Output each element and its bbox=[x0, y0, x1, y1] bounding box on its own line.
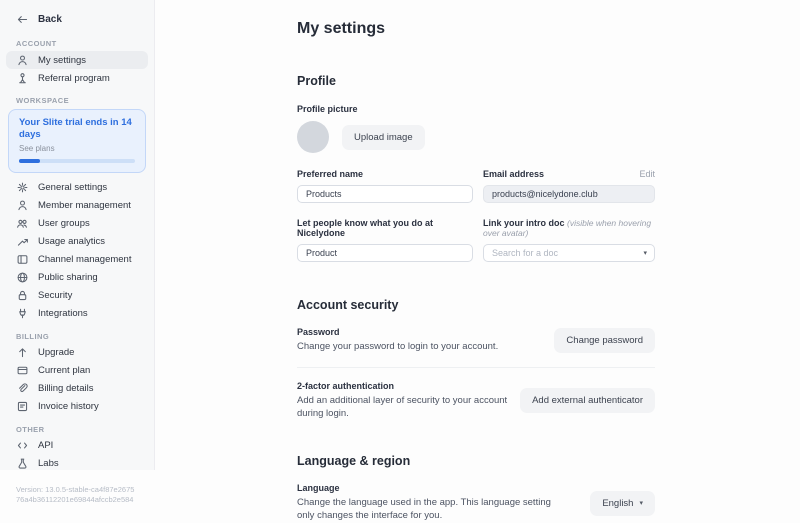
sidebar-item-label: Referral program bbox=[38, 72, 110, 84]
intro-doc-select[interactable] bbox=[483, 243, 655, 262]
chevron-down-icon: ▾ bbox=[643, 249, 647, 257]
paperclip-icon bbox=[16, 382, 29, 395]
sidebar-item-user-groups[interactable] bbox=[6, 215, 148, 233]
two-factor-description: Add an additional layer of security to your account during login. bbox=[297, 394, 508, 419]
chevron-down-icon: ▾ bbox=[639, 500, 643, 508]
intro-doc-field-group bbox=[483, 218, 655, 262]
sidebar-item-integrations[interactable] bbox=[6, 305, 148, 323]
email-edit-link[interactable]: Edit bbox=[639, 169, 655, 179]
sidebar-item-label: Current plan bbox=[38, 365, 91, 377]
account-security-heading: Account security bbox=[297, 298, 399, 312]
change-password-button[interactable]: Change password bbox=[554, 328, 655, 353]
preferred-name-field-group bbox=[297, 169, 473, 203]
panel-icon bbox=[16, 253, 29, 266]
profile-picture-label: Profile picture bbox=[297, 104, 358, 114]
sidebar-item-usage-analytics[interactable] bbox=[6, 233, 148, 251]
sidebar-item-label: Member management bbox=[38, 200, 131, 212]
email-input bbox=[483, 185, 655, 203]
sidebar-item-label: Public sharing bbox=[38, 272, 98, 284]
sidebar-item-invoice-history[interactable] bbox=[6, 398, 148, 416]
sidebar-item-label: User groups bbox=[38, 218, 90, 230]
trial-banner[interactable] bbox=[8, 109, 146, 173]
sidebar-item-label: Security bbox=[38, 290, 73, 302]
two-factor-title: 2-factor authentication bbox=[297, 380, 395, 391]
sidebar-item-billing-details[interactable] bbox=[6, 380, 148, 398]
sidebar-item-channel-management[interactable] bbox=[6, 251, 148, 269]
language-row bbox=[297, 483, 655, 523]
two-factor-row bbox=[297, 381, 655, 421]
sidebar-item-my-settings[interactable] bbox=[6, 51, 148, 69]
sidebar-item-label: Labs bbox=[38, 458, 59, 470]
globe-icon bbox=[16, 271, 29, 284]
sidebar-item-security[interactable] bbox=[6, 287, 148, 305]
language-select[interactable] bbox=[590, 491, 655, 516]
referral-icon bbox=[16, 72, 29, 85]
add-authenticator-button[interactable]: Add external authenticator bbox=[520, 388, 655, 413]
credit-card-icon bbox=[16, 364, 29, 377]
trending-up-icon bbox=[16, 235, 29, 248]
trial-see-plans-link[interactable]: See plans bbox=[19, 143, 55, 153]
intro-doc-search-input[interactable] bbox=[483, 244, 655, 262]
language-selected-value: English bbox=[602, 497, 634, 509]
intro-doc-label: Link your intro doc (visible when hovering over avatar) bbox=[483, 218, 652, 238]
password-description: Change your password to login to your account. bbox=[297, 341, 499, 352]
email-field-group bbox=[483, 169, 655, 203]
sidebar-item-api[interactable] bbox=[6, 437, 148, 455]
sidebar-item-referral-program[interactable] bbox=[6, 69, 148, 87]
avatar-row bbox=[297, 121, 655, 153]
sidebar-item-labs[interactable] bbox=[6, 455, 148, 473]
arrow-up-icon bbox=[16, 346, 29, 359]
plug-icon bbox=[16, 307, 29, 320]
section-title-workspace: WORKSPACE bbox=[16, 96, 70, 105]
sidebar-item-general-settings[interactable] bbox=[6, 179, 148, 197]
profile-fields bbox=[297, 169, 655, 262]
flask-icon bbox=[16, 457, 29, 470]
code-icon bbox=[16, 439, 29, 452]
back-arrow-icon bbox=[16, 13, 29, 26]
sidebar bbox=[0, 0, 155, 505]
preferred-name-label: Preferred name bbox=[297, 169, 364, 179]
trial-title: Your Slite trial ends in 14 days bbox=[19, 117, 132, 140]
trial-progress-fill bbox=[19, 159, 40, 163]
member-icon bbox=[16, 199, 29, 212]
sidebar-item-current-plan[interactable] bbox=[6, 362, 148, 380]
language-description: Change the language used in the app. This language setting only changes the interface for you. bbox=[297, 497, 551, 522]
sidebar-item-public-sharing[interactable] bbox=[6, 269, 148, 287]
preferred-name-input[interactable] bbox=[297, 185, 473, 203]
password-row bbox=[297, 327, 655, 354]
trial-progress-track bbox=[19, 159, 135, 163]
sidebar-item-label: My settings bbox=[38, 54, 87, 66]
password-title: Password bbox=[297, 327, 340, 337]
sidebar-item-label: Upgrade bbox=[38, 347, 75, 359]
version-text: Version: 13.0.5-stable-ca4f87e267576a4b36112201e69844afccb2e584 bbox=[16, 484, 135, 505]
intro-doc-hint: (visible when hovering over avatar) bbox=[483, 218, 652, 238]
sidebar-item-label: General settings bbox=[38, 182, 108, 194]
user-group-icon bbox=[16, 217, 29, 230]
back-button[interactable] bbox=[0, 0, 154, 30]
user-icon bbox=[16, 54, 29, 67]
upload-image-button[interactable]: Upload image bbox=[342, 125, 425, 150]
role-input[interactable] bbox=[297, 244, 473, 262]
page-title: My settings bbox=[297, 20, 386, 37]
receipt-icon bbox=[16, 400, 29, 413]
email-label: Email address bbox=[483, 169, 545, 179]
section-title-account: ACCOUNT bbox=[16, 39, 57, 48]
role-field-group bbox=[297, 218, 473, 262]
sidebar-item-label: API bbox=[38, 440, 54, 452]
settings-page bbox=[156, 0, 800, 522]
gear-icon bbox=[16, 181, 29, 194]
back-label: Back bbox=[38, 14, 62, 25]
sidebar-item-label: Usage analytics bbox=[38, 236, 106, 248]
lock-icon bbox=[16, 289, 29, 302]
profile-heading: Profile bbox=[297, 74, 336, 88]
avatar bbox=[297, 121, 329, 153]
role-label: Let people know what you do at Nicelydone bbox=[297, 218, 434, 238]
sidebar-item-member-management[interactable] bbox=[6, 197, 148, 215]
sidebar-item-label: Integrations bbox=[38, 308, 88, 320]
section-title-billing: BILLING bbox=[16, 331, 50, 341]
sidebar-item-label: Channel management bbox=[38, 254, 132, 266]
divider bbox=[297, 367, 655, 368]
sidebar-item-label: Invoice history bbox=[38, 401, 99, 413]
language-title: Language bbox=[297, 483, 340, 494]
sidebar-item-upgrade[interactable] bbox=[6, 344, 148, 362]
language-region-heading: Language & region bbox=[297, 454, 411, 469]
section-title-other: OTHER bbox=[16, 424, 45, 434]
sidebar-item-label: Billing details bbox=[38, 383, 94, 395]
